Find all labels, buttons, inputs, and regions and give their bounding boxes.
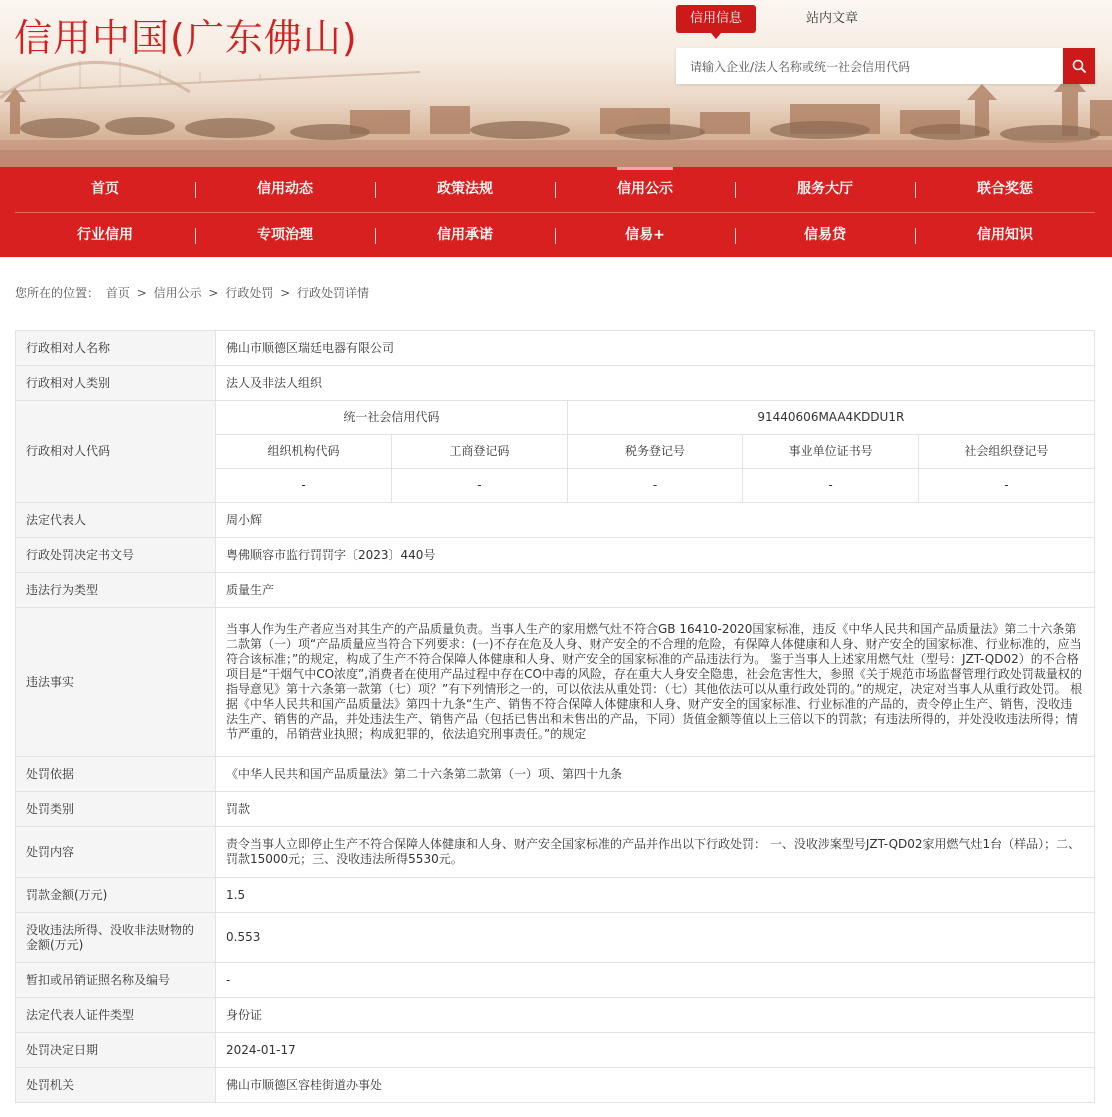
table-row [16,1033,1095,1068]
code-value-row [216,469,1094,503]
row-label: 违法事实 [16,608,216,757]
code-header: 工商登记码 [392,435,568,469]
row-label: 行政相对人类别 [16,366,216,401]
basis-value: 《中华人民共和国产品质量法》第二十六条第二款第（一）项、第四十九条 [216,757,1095,792]
row-label: 没收违法所得、没收非法财物的金额(万元) [16,913,216,963]
tab-site-articles[interactable]: 站内文章 [805,11,858,26]
rep-id-type-value: 身份证 [216,998,1095,1033]
row-label: 行政相对人名称 [16,331,216,366]
row-label: 行政相对人代码 [16,401,216,503]
nav-item-special-governance[interactable]: 专项治理 [195,213,375,257]
nav-item-home[interactable]: 首页 [91,181,119,197]
row-label: 处罚依据 [16,757,216,792]
breadcrumb-admin-penalty[interactable]: 行政处罚 [225,286,274,300]
row-label: 罚款金额(万元) [16,878,216,913]
search-bar [676,48,1095,84]
violation-facts-value: 当事人作为生产者应当对其生产的产品质量负责。当事人生产的家用燃气灶不符合GB 16410-2020国家标准，违反《中华人民共和国产品质量法》第二十六条第二款第（一）项“产品质量应当符合下列要求：(一)不存在危及人身、财产安全的不合理的危险，有保障人体健康和人身、财产安全的国家标准、行业标准的，应当符合该标准；”的规定，构成了生产不符合保障人体健康和人身、财产安全的国家标准的产品违法行为。 鉴于当事人上述家用燃气灶（型号：JZT-QD02）的不合格项目是“干烟气中CO浓度”,消费者在使用产品过程中存在CO中毒的风险，存在重大人身安全隐患，社会危害性大，参照《关于规范市场监督管理行政处罚裁量权的指导意见》第十六条第一款第（七）项？”有下列情形之一的，可以依法从重处罚：（七）其他依法可以从重行政处罚的。”的规定，决定对当事人从重行政处罚。 根据《中华人民共和国产品质量法》第四十九条“生产、销售不符合保障人体健康和人身、财产安全的国家标准、行业标准的产品的，责令停止生产、销售，没收违法生产、销售的产品，并处违法生产、销售产品（包括已售出和未售出的产品，下同）货值金额等值以上三倍以下的罚款；有违法所得的，并处没收违法所得；情节严重的，吊销营业执照；构成犯罪的，依法追究刑事责任。”的规定 [216,608,1095,757]
row-label: 处罚机关 [16,1068,216,1103]
table-row [16,538,1095,573]
decision-no-value: 粤佛顺容市监行罚罚字〔2023〕440号 [216,538,1095,573]
subject-name-value: 佛山市顺德区瑞廷电器有限公司 [216,331,1095,366]
table-row [16,963,1095,998]
row-label: 暂扣或吊销证照名称及编号 [16,963,216,998]
code-value: - [392,469,568,503]
uscc-value: 91440606MAA4KDDU1R [567,401,1094,435]
table-row [16,331,1095,366]
breadcrumb-separator: > [280,286,291,300]
header-banner [0,0,1112,167]
row-label: 处罚内容 [16,827,216,878]
search-input[interactable] [688,48,1052,86]
code-header-row [216,435,1094,469]
table-row [16,827,1095,878]
nav-item-credit-commitment[interactable]: 信用承诺 [375,213,555,257]
code-value: - [567,469,743,503]
code-value: - [743,469,919,503]
table-row [16,757,1095,792]
row-label: 法定代表人证件类型 [16,998,216,1033]
license-value: - [216,963,1095,998]
row-label: 违法行为类型 [16,573,216,608]
table-row [16,503,1095,538]
table-row [16,1068,1095,1103]
nav-row-2 [15,213,1095,257]
nav-item-service-hall[interactable]: 服务大厅 [735,167,915,212]
breadcrumb-separator: > [136,286,147,300]
row-label: 处罚类别 [16,792,216,827]
uscc-row [216,401,1094,435]
confiscated-value: 0.553 [216,913,1095,963]
authority-value: 佛山市顺德区容桂街道办事处 [216,1068,1095,1103]
legal-rep-value: 周小辉 [216,503,1095,538]
breadcrumb-prefix: 您所在的位置： [15,286,100,300]
code-header: 税务登记号 [567,435,743,469]
row-label: 处罚决定日期 [16,1033,216,1068]
nav-item-credit-news[interactable]: 信用动态 [195,167,375,212]
table-row [16,401,1095,503]
main-nav [0,167,1112,257]
code-value: - [301,478,306,492]
breadcrumb-separator: > [208,286,219,300]
subject-type-value: 法人及非法人组织 [216,366,1095,401]
table-row [16,366,1095,401]
nav-item-industry-credit[interactable]: 行业信用 [77,227,133,243]
table-row [16,573,1095,608]
fine-value: 1.5 [216,878,1095,913]
code-header: 组织机构代码 [216,435,392,469]
subject-code-subtable [216,401,1094,502]
nav-row-1 [15,167,1095,213]
breadcrumb-home[interactable]: 首页 [105,286,130,300]
nav-item-joint-rewards[interactable]: 联合奖惩 [915,167,1095,212]
nav-item-xinyi-loan[interactable]: 信易贷 [735,213,915,257]
table-row [16,998,1095,1033]
nav-item-policies[interactable]: 政策法规 [375,167,555,212]
tab-credit-info[interactable]: 信用信息 [676,5,756,33]
search-icon [1072,59,1086,73]
row-label: 行政处罚决定书文号 [16,538,216,573]
table-row [16,878,1095,913]
code-header: 事业单位证书号 [743,435,919,469]
subject-code-cell [216,401,1095,503]
table-row [16,913,1095,963]
nav-item-xinyi-plus[interactable]: 信易+ [555,213,735,257]
uscc-label: 统一社会信用代码 [216,401,567,435]
code-header: 社会组织登记号 [918,435,1094,469]
code-value: - [918,469,1094,503]
breadcrumb [15,285,372,301]
violation-type-value: 质量生产 [216,573,1095,608]
row-label: 法定代表人 [16,503,216,538]
nav-item-credit-knowledge[interactable]: 信用知识 [915,213,1095,257]
site-title: 信用中国(广东佛山) [14,16,358,60]
breadcrumb-current: 行政处罚详情 [297,286,370,300]
category-value: 罚款 [216,792,1095,827]
table-row [16,792,1095,827]
breadcrumb-credit-publicity[interactable]: 信用公示 [153,286,202,300]
nav-item-credit-publicity[interactable]: 信用公示 [555,167,735,212]
search-button[interactable] [1063,48,1095,84]
penalty-detail-table [15,330,1095,1103]
decision-date-value: 2024-01-17 [216,1033,1095,1068]
table-row [16,608,1095,757]
content-value: 责令当事人立即停止生产不符合保障人体健康和人身、财产安全国家标准的产品并作出以下行政处罚： 一、没收涉案型号JZT-QD02家用燃气灶1台（样品）；二、罚款15000元；三、没收违法所得5530元。 [216,827,1095,878]
